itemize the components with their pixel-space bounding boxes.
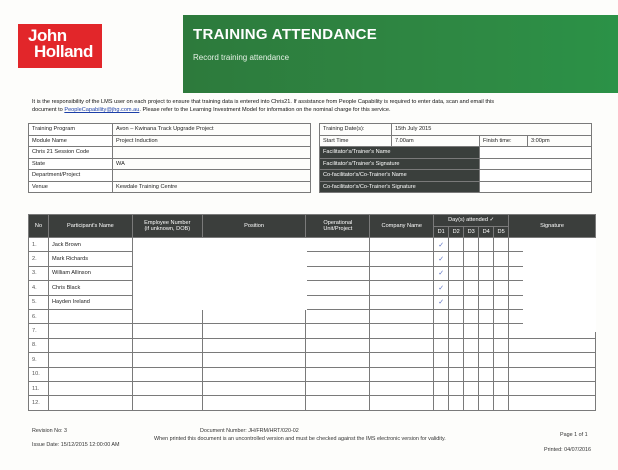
- intro-text-2-prefix: document to: [32, 107, 65, 113]
- info-row: [320, 158, 592, 170]
- header-row: [29, 215, 596, 227]
- signature[interactable]: [509, 381, 596, 395]
- day-2-check[interactable]: [449, 381, 464, 395]
- day-5-check[interactable]: [494, 353, 509, 367]
- facilitator-signature-label: Facilitator's/Trainer's Signature: [320, 158, 480, 170]
- day-5-check[interactable]: [494, 309, 509, 323]
- col-operational-line2: Unit/Project: [323, 226, 353, 232]
- day-5-check[interactable]: [494, 338, 509, 352]
- operational-unit[interactable]: [306, 353, 370, 367]
- day-3-check[interactable]: [464, 281, 479, 295]
- row-number: 4.: [29, 281, 49, 295]
- attendance-table: [28, 214, 596, 411]
- day-1-check[interactable]: [434, 396, 449, 410]
- company-name[interactable]: [370, 309, 434, 323]
- day-5-check[interactable]: [494, 266, 509, 280]
- participant-name[interactable]: Mark Richards: [48, 252, 132, 266]
- day-3-check[interactable]: [464, 396, 479, 410]
- day-4-check[interactable]: [479, 266, 494, 280]
- operational-unit[interactable]: [306, 281, 370, 295]
- day-4-check[interactable]: [479, 309, 494, 323]
- logo-line-2: Holland: [34, 42, 93, 61]
- table-row: [29, 353, 596, 367]
- cofacilitator-name-label: Co-facilitator's/Co-Trainer's Name: [320, 170, 480, 182]
- day-4-check[interactable]: [479, 295, 494, 309]
- day-3-check[interactable]: [464, 367, 479, 381]
- position[interactable]: [202, 353, 306, 367]
- info-value[interactable]: Project Induction: [113, 135, 311, 147]
- employee-number[interactable]: [132, 367, 202, 381]
- operational-unit[interactable]: [306, 295, 370, 309]
- info-row: [29, 170, 311, 182]
- day-2-check[interactable]: [449, 338, 464, 352]
- page-title: TRAINING ATTENDANCE: [193, 26, 378, 43]
- training-info-table: [28, 123, 311, 193]
- row-number: 9.: [29, 353, 49, 367]
- col-employee-number: [132, 215, 202, 238]
- day-2-check[interactable]: [449, 252, 464, 266]
- employee-number[interactable]: [132, 381, 202, 395]
- col-d2: D2: [449, 226, 464, 238]
- day-4-check[interactable]: [479, 367, 494, 381]
- day-2-check[interactable]: [449, 324, 464, 338]
- day-3-check[interactable]: [464, 295, 479, 309]
- col-d3: D3: [464, 226, 479, 238]
- row-number: 3.: [29, 266, 49, 280]
- employee-number[interactable]: [132, 324, 202, 338]
- day-5-check[interactable]: [494, 295, 509, 309]
- info-row: [320, 181, 592, 193]
- position[interactable]: [202, 338, 306, 352]
- info-label: Training Program: [29, 124, 113, 136]
- day-4-check[interactable]: [479, 381, 494, 395]
- day-2-check[interactable]: [449, 266, 464, 280]
- col-d4: D4: [479, 226, 494, 238]
- email-link[interactable]: PeopleCapability@jhg.com.au: [64, 107, 140, 113]
- row-number: 2.: [29, 252, 49, 266]
- participant-name[interactable]: Hayden Ireland: [48, 295, 132, 309]
- info-row: [320, 147, 592, 159]
- employee-number[interactable]: [132, 309, 202, 323]
- day-2-check[interactable]: [449, 295, 464, 309]
- day-1-check[interactable]: ✓: [434, 281, 449, 295]
- issue-date: Issue Date: 15/12/2015 12:00:00 AM: [32, 442, 120, 448]
- participant-name[interactable]: Jack Brown: [48, 238, 132, 252]
- day-3-check[interactable]: [464, 252, 479, 266]
- company-name[interactable]: [370, 324, 434, 338]
- info-label: State: [29, 158, 113, 170]
- info-row: [29, 147, 311, 159]
- col-company: Company Name: [370, 215, 434, 238]
- table-row: [29, 381, 596, 395]
- table-row: [29, 324, 596, 338]
- session-info-table: [319, 123, 592, 193]
- row-number: 6.: [29, 309, 49, 323]
- day-3-check[interactable]: [464, 353, 479, 367]
- day-4-check[interactable]: [479, 238, 494, 252]
- info-value[interactable]: [113, 147, 311, 159]
- info-row: [29, 124, 311, 136]
- operational-unit[interactable]: [306, 252, 370, 266]
- day-1-check[interactable]: [434, 381, 449, 395]
- info-label: Module Name: [29, 135, 113, 147]
- day-2-check[interactable]: [449, 396, 464, 410]
- cofacilitator-signature-label: Co-facilitator's/Co-Trainer's Signature: [320, 181, 480, 193]
- col-operational: [306, 215, 370, 238]
- info-row: [29, 158, 311, 170]
- col-employee-number-line2: (if unknown, DOB): [144, 226, 191, 232]
- participant-name[interactable]: Chris Black: [48, 281, 132, 295]
- signature[interactable]: [509, 367, 596, 381]
- company-name[interactable]: [370, 295, 434, 309]
- finish-time-label: Finish time:: [480, 135, 528, 147]
- finish-time-value[interactable]: 3:00pm: [528, 135, 592, 147]
- day-3-check[interactable]: [464, 381, 479, 395]
- day-2-check[interactable]: [449, 309, 464, 323]
- info-value[interactable]: [113, 170, 311, 182]
- day-3-check[interactable]: [464, 338, 479, 352]
- col-employee-number-line1: Employee Number: [144, 219, 191, 226]
- day-3-check[interactable]: [464, 266, 479, 280]
- employee-number[interactable]: [132, 353, 202, 367]
- printed-date: Printed: 04/07/2016: [544, 447, 592, 453]
- page-subtitle: Record training attendance: [193, 53, 290, 62]
- employee-number[interactable]: [132, 396, 202, 410]
- participant-name[interactable]: [48, 353, 132, 367]
- info-value[interactable]: WA: [113, 158, 311, 170]
- info-row: [29, 181, 311, 193]
- page-number: Page 1 of 1: [560, 432, 588, 438]
- participant-name[interactable]: William Allinson: [48, 266, 132, 280]
- table-row: [29, 266, 596, 280]
- info-row: [320, 170, 592, 182]
- day-1-check[interactable]: [434, 324, 449, 338]
- employee-number[interactable]: [132, 338, 202, 352]
- facilitator-name-label: Facilitator's/Trainer's Name: [320, 147, 480, 159]
- participant-name[interactable]: [48, 381, 132, 395]
- table-row: [29, 238, 596, 252]
- participant-name[interactable]: [48, 396, 132, 410]
- table-row: [29, 367, 596, 381]
- row-number: 10.: [29, 367, 49, 381]
- operational-unit[interactable]: [306, 324, 370, 338]
- day-2-check[interactable]: [449, 281, 464, 295]
- table-row: [29, 338, 596, 352]
- row-number: 8.: [29, 338, 49, 352]
- company-name[interactable]: [370, 281, 434, 295]
- day-4-check[interactable]: [479, 338, 494, 352]
- info-value[interactable]: Kewdale Training Centre: [113, 181, 311, 193]
- operational-unit[interactable]: [306, 396, 370, 410]
- john-holland-logo: [18, 24, 102, 68]
- company-name[interactable]: [370, 353, 434, 367]
- company-name[interactable]: [370, 338, 434, 352]
- day-2-check[interactable]: [449, 353, 464, 367]
- info-row: [320, 135, 592, 147]
- day-1-check[interactable]: ✓: [434, 266, 449, 280]
- operational-unit[interactable]: [306, 309, 370, 323]
- facilitator-signature-value[interactable]: [480, 158, 592, 170]
- info-label: Department/Project: [29, 170, 113, 182]
- day-4-check[interactable]: [479, 281, 494, 295]
- day-5-check[interactable]: [494, 324, 509, 338]
- intro-paragraph: [32, 98, 598, 114]
- info-label: Venue: [29, 181, 113, 193]
- company-name[interactable]: [370, 381, 434, 395]
- day-3-check[interactable]: [464, 324, 479, 338]
- company-name[interactable]: [370, 396, 434, 410]
- signature[interactable]: [509, 353, 596, 367]
- table-row: [29, 281, 596, 295]
- company-name[interactable]: [370, 266, 434, 280]
- day-5-check[interactable]: [494, 238, 509, 252]
- start-time-label: Start Time: [320, 135, 392, 147]
- row-number: 1.: [29, 238, 49, 252]
- day-5-check[interactable]: [494, 396, 509, 410]
- table-row: [29, 295, 596, 309]
- participant-name[interactable]: [48, 309, 132, 323]
- table-row: [29, 252, 596, 266]
- day-1-check[interactable]: ✓: [434, 295, 449, 309]
- position[interactable]: [202, 396, 306, 410]
- cofacilitator-signature-value[interactable]: [480, 181, 592, 193]
- day-5-check[interactable]: [494, 252, 509, 266]
- col-position: Position: [202, 215, 306, 238]
- uncontrolled-disclaimer: When printed this document is an uncontrolled version and must be checked against the IMS electronic version for validity.: [154, 436, 446, 442]
- day-5-check[interactable]: [494, 381, 509, 395]
- company-name[interactable]: [370, 252, 434, 266]
- start-time-value[interactable]: 7.00am: [392, 135, 480, 147]
- company-name[interactable]: [370, 238, 434, 252]
- facilitator-name-value[interactable]: [480, 147, 592, 159]
- day-5-check[interactable]: [494, 367, 509, 381]
- operational-unit[interactable]: [306, 367, 370, 381]
- position[interactable]: [202, 324, 306, 338]
- table-row: [29, 396, 596, 410]
- col-d5: D5: [494, 226, 509, 238]
- col-days-attended: Day(s) attended ✓: [434, 215, 509, 227]
- table-row: [29, 309, 596, 323]
- info-label: Chris 21 Session Code: [29, 147, 113, 159]
- row-number: 12.: [29, 396, 49, 410]
- row-number: 5.: [29, 295, 49, 309]
- participant-name[interactable]: [48, 367, 132, 381]
- info-value[interactable]: Avon – Kwinana Track Upgrade Project: [113, 124, 311, 136]
- revision-number: Revision No: 3: [32, 428, 68, 434]
- day-1-check[interactable]: [434, 309, 449, 323]
- cofacilitator-name-value[interactable]: [480, 170, 592, 182]
- position[interactable]: [202, 309, 306, 323]
- redaction-block: [523, 238, 596, 332]
- training-dates-value[interactable]: 15th July 2015: [392, 124, 592, 136]
- info-row: [29, 135, 311, 147]
- day-1-check[interactable]: [434, 338, 449, 352]
- col-operational-line1: Operational: [323, 219, 353, 226]
- col-d1: D1: [434, 226, 449, 238]
- operational-unit[interactable]: [306, 266, 370, 280]
- day-5-check[interactable]: [494, 281, 509, 295]
- company-name[interactable]: [370, 367, 434, 381]
- day-1-check[interactable]: ✓: [434, 238, 449, 252]
- day-4-check[interactable]: [479, 324, 494, 338]
- redaction-block: [133, 238, 307, 310]
- col-signature: Signature: [509, 215, 596, 238]
- day-4-check[interactable]: [479, 252, 494, 266]
- info-row: [320, 124, 592, 136]
- row-number: 11.: [29, 381, 49, 395]
- participant-name[interactable]: [48, 338, 132, 352]
- intro-text-1: It is the responsibility of the LMS user on each project to ensure that training data is entered into Chris21. If assistance from People Capability is required to enter data, scan and email this: [32, 99, 495, 105]
- operational-unit[interactable]: [306, 338, 370, 352]
- participant-name[interactable]: [48, 324, 132, 338]
- logo-line-1: John: [28, 26, 67, 45]
- day-3-check[interactable]: [464, 238, 479, 252]
- col-no: No: [29, 215, 49, 238]
- intro-text-2-suffix: . Please refer to the Learning Investment Model for information on the nominal charge for this service.: [139, 107, 391, 113]
- day-1-check[interactable]: [434, 353, 449, 367]
- operational-unit[interactable]: [306, 238, 370, 252]
- header-banner: [183, 15, 618, 93]
- operational-unit[interactable]: [306, 381, 370, 395]
- document-number: Document Number: JH/FRM/HRT/020-02: [200, 428, 299, 434]
- position[interactable]: [202, 367, 306, 381]
- signature[interactable]: [509, 338, 596, 352]
- day-4-check[interactable]: [479, 353, 494, 367]
- day-2-check[interactable]: [449, 238, 464, 252]
- day-1-check[interactable]: [434, 367, 449, 381]
- day-4-check[interactable]: [479, 396, 494, 410]
- col-participant: Participant's Name: [48, 215, 132, 238]
- signature[interactable]: [509, 396, 596, 410]
- training-dates-label: Training Date(s):: [320, 124, 392, 136]
- day-3-check[interactable]: [464, 309, 479, 323]
- day-1-check[interactable]: ✓: [434, 252, 449, 266]
- row-number: 7.: [29, 324, 49, 338]
- day-2-check[interactable]: [449, 367, 464, 381]
- position[interactable]: [202, 381, 306, 395]
